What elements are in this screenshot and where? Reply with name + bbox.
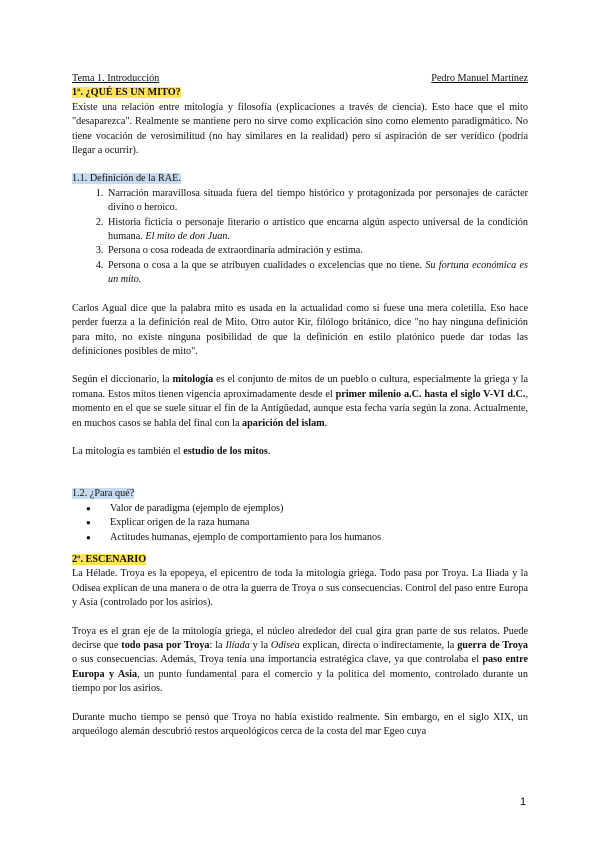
- subsection-1-2-heading: 1.2. ¿Para qué?: [72, 488, 135, 500]
- list-item: 3. Persona o cosa rodeada de extraordinaria admiración y estima.: [106, 244, 528, 258]
- paragraph-troya-eje: Troya es el gran eje de la mitología griega, el núcleo alrededor del cual gira gran parte de sus relatos. Puede decirse que todo pasa por Troya: la Ilíada y la Odisea explican, directa o indirectamente, la guerra de Troya o sus consecuencias. Además, Troya tenía una importancia estratégica clave, ya que controlaba el paso entre Europa y Asia, un punto fundamental para el comercio y la política del momento, controlado durante un tiempo por los asirios.: [72, 625, 529, 695]
- paragraph-estudio: La mitología es también el estudio de los mitos.: [72, 445, 271, 457]
- section-1-heading: 1º. ¿QUÉ ES UN MITO?: [72, 87, 181, 99]
- rae-definitions-list: [72, 187, 528, 288]
- paragraph-troya-existencia: Durante mucho tiempo se pensó que Troya no había existido realmente. Sin embargo, en el siglo XIX, un arqueólogo alemán descubrió restos arqueológicos cerca de la costa del mar Egeo cuya: [72, 711, 528, 738]
- purpose-list: [72, 502, 528, 545]
- paragraph-mitologia: Según el diccionario, la mitología es el conjunto de mitos de un pueblo o cultura, especialmente la griega y la romana. Estos mitos tienen vigencia aproximadamente desde el primer milenio a.C. hasta el siglo V-VI d.C., momento en el que se suele situar el fin de la Antigüedad, aunque esta fecha varía según la zona. Actualmente, en muchos casos se habla del final con la aparición del islam.: [72, 374, 528, 429]
- section-1-intro: Existe una relación entre mitología y filosofía (explicaciones a través de ciencia). Esto hace que el mito "desaparezca". Realmente se mantiene pero no sirve como explicación sino como elemento paradigmático. No tiene vocación de verosimilitud (no hay similares en la realidad) pero sí aspiración de ser verídico (podría llegar a ocurrir).: [72, 101, 528, 157]
- page-header: [72, 72, 528, 86]
- header-author: Pedro Manuel Martínez: [431, 73, 528, 84]
- list-item: ● Explicar origen de la raza humana: [106, 516, 528, 530]
- subsection-1-1-heading: 1.1. Definición de la RAE.: [72, 173, 181, 185]
- list-item: 1. Narración maravillosa situada fuera del tiempo histórico y protagonizada por personajes de carácter divino o heroico.: [106, 187, 528, 216]
- list-item: 2. Historia ficticia o personaje literario o artístico que encarna algún aspecto universal de la condición humana. El mito de don Juan.: [106, 216, 528, 245]
- page-number: 1: [520, 796, 527, 808]
- paragraph-helade: La Hélade. Troya es la epopeya, el epicentro de toda la mitología griega. Todo pasa por Troya. La Iliada y la Odisea explican de una manera o de otra la guerra de Troya o sus consecuencias. Control del paso entre Europa y Asia (controlado por los asirios).: [72, 568, 528, 609]
- header-topic: Tema 1. Introducción: [72, 73, 160, 84]
- page-content: [72, 72, 528, 739]
- section-2-heading: 2º. ESCENARIO: [72, 553, 147, 565]
- list-item: ● Valor de paradigma (ejemplo de ejemplos): [106, 502, 528, 516]
- list-item: 4. Persona o cosa a la que se atribuyen cualidades o excelencias que no tiene. Su fortuna económica es un mito.: [106, 259, 528, 288]
- paragraph-agual: Carlos Agual dice que la palabra mito es usada en la actualidad como si fuese una mera coletilla. Eso hace perder fuerza a la definición real de Mito. Otro autor Kir, filólogo británico, dice "no hay ninguna definición para mito, no existe ninguna posibilidad de que la definición en estilo platónico puede dar todas las definiciones posibles de mito".: [72, 302, 528, 357]
- list-item: ● Actitudes humanas, ejemplo de comportamiento para los humanos: [106, 531, 528, 545]
